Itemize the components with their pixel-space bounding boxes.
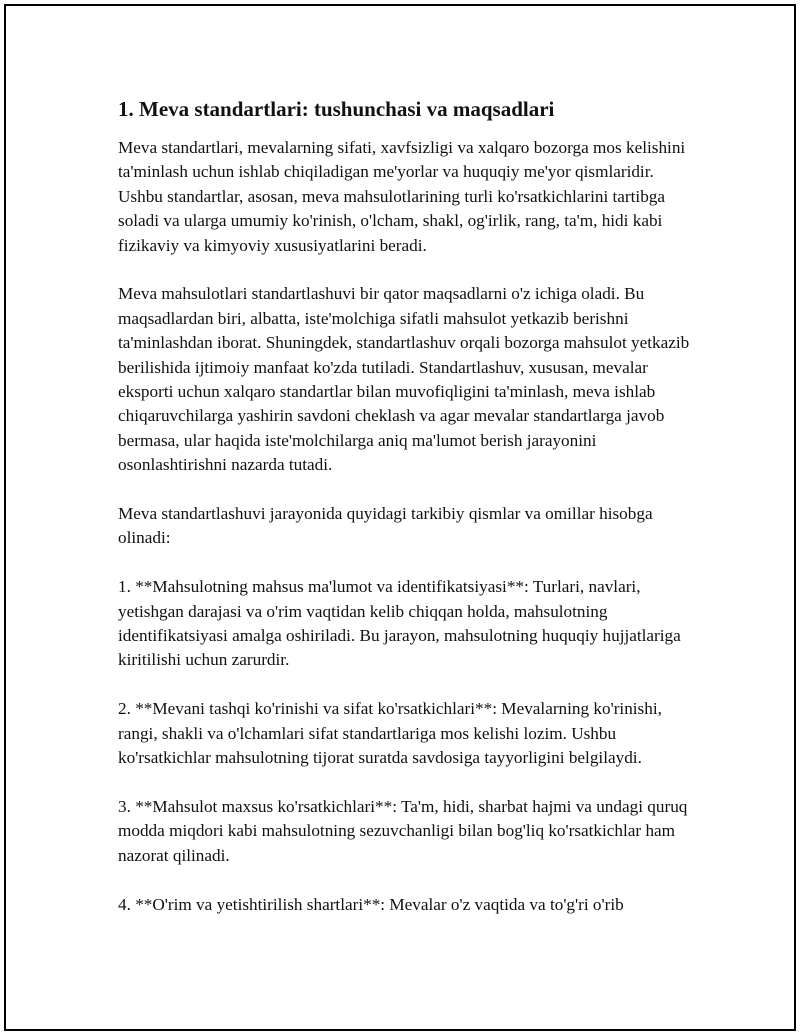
document-page bbox=[4, 4, 796, 1031]
paragraph-definition: Meva standartlari, mevalarning sifati, xavfsizligi va xalqaro bozorga mos kelishini ta'minlash uchun ishlab chiqiladigan me'yorlar va huquqiy me'yor qismlaridir. Ushbu standartlar, asosan, meva mahsulotlarining turli ko'rsatkichlarini tartibga soladi va ularga umumiy ko'rinish, o'lcham, shakl, og'irlik, rang, ta'm, hidi kabi fizikaviy va kimyoviy xususiyatlarini beradi. bbox=[118, 138, 686, 255]
list-item-appearance: 2. **Mevani tashqi ko'rinishi va sifat ko'rsatkichlari**: Mevalarning ko'rinishi, rangi, shakli va o'lchamlari sifat standartlariga mos kelishi lozim. Ushbu ko'rsatkichlar mahsulotning tijorat suratda savdosiga tayyorligini belgilaydi. bbox=[118, 699, 662, 768]
list-item-harvest-conditions: 4. **O'rim va yetishtirilish shartlari**: Mevalar o'z vaqtida va to'g'ri o'rib bbox=[118, 894, 624, 914]
document-body bbox=[118, 96, 698, 941]
paragraph-components-intro: Meva standartlashuvi jarayonida quyidagi tarkibiy qismlar va omillar hisobga olinadi: bbox=[118, 504, 653, 548]
list-item-special-indicators: 3. **Mahsulot maxsus ko'rsatkichlari**: Ta'm, hidi, sharbat hajmi va undagi quruq modda miqdori kabi mahsulotning sezuvchanligi bilan bog'liq ko'rsatkichlar ham nazorat qilinadi. bbox=[118, 796, 688, 865]
list-item-identification: 1. **Mahsulotning mahsus ma'lumot va identifikatsiyasi**: Turlari, navlari, yetishgan darajasi va o'rim vaqtidan kelib chiqqan holda, mahsulotning identifikatsiyasi amalga oshiriladi. Bu jarayon, mahsulotning huquqiy hujjatlariga kiritilishi uchun zarurdir. bbox=[118, 577, 681, 670]
section-heading: 1. Meva standartlari: tushunchasi va maqsadlari bbox=[118, 97, 555, 121]
paragraph-goals: Meva mahsulotlari standartlashuvi bir qator maqsadlarni o'z ichiga oladi. Bu maqsadlardan biri, albatta, iste'molchiga sifatli mahsulot yetkazib berishni ta'minlashdan iborat. Shuningdek, standartlashuv orqali bozorga mahsulot yetkazib berilishida ijtimoiy manfaat ko'zda tutiladi. Standartlashuv, xususan, mevalar eksporti uchun xalqaro standartlar bilan muvofiqligini ta'minlash, meva ishlab chiqaruvchilarga yashirin savdoni cheklash va agar mevalar standartlarga javob bermasa, ular haqida iste'molchilarga aniq ma'lumot berish jarayonini osonlashtirishni nazarda tutadi. bbox=[118, 284, 690, 475]
